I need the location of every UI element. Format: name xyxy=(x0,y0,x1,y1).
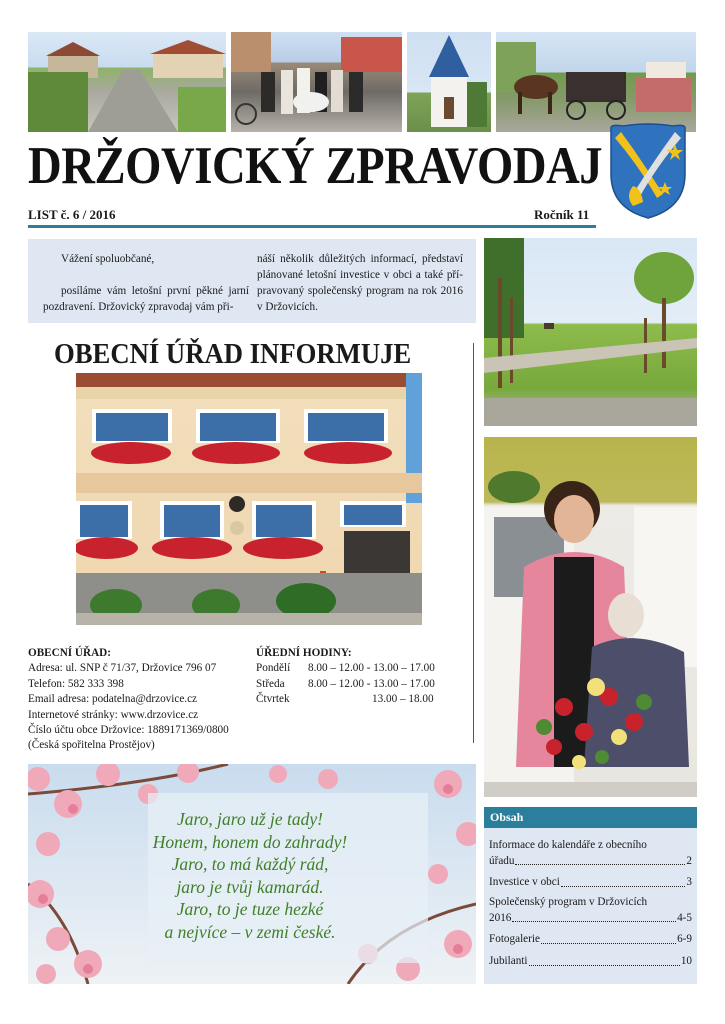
contents-item-label: Jubilanti xyxy=(489,955,528,967)
hours-time: 8.00 – 12.00 - 13.00 – 17.00 xyxy=(308,662,435,675)
contents-item-label: Fotogalerie xyxy=(489,933,540,945)
village-street-photo xyxy=(28,32,226,132)
hours-title: ÚŘEDNÍ HODINY: xyxy=(256,647,352,659)
contents-item-label: Společenský program v Držovicích xyxy=(489,896,648,908)
office-address: Adresa: ul. SNP č 71/37, Držovice 796 07 xyxy=(28,662,217,675)
coat-of-arms-logo xyxy=(603,122,693,220)
poem-line: Jaro, to je tuze hezké xyxy=(176,899,324,920)
contents-item-label: Investice v obci xyxy=(489,876,560,888)
park-photo xyxy=(484,238,697,426)
poem-line: Jaro, to má každý rád, xyxy=(171,854,329,875)
hours-day: Středa xyxy=(256,677,285,690)
chapel-photo xyxy=(407,32,491,132)
hours-time: 13.00 – 18.00 xyxy=(372,693,434,706)
office-phone: Telefon: 582 333 398 xyxy=(28,677,124,690)
contents-item-page: 6-9 xyxy=(677,933,692,945)
contents-item[interactable] xyxy=(489,954,692,970)
spring-poem xyxy=(90,808,410,944)
issue-number: LIST č. 6 / 2016 xyxy=(28,207,116,222)
contents-item[interactable] xyxy=(489,895,692,926)
contents-title: Obsah xyxy=(490,810,524,824)
poem-line: Honem, honem do zahrady! xyxy=(152,831,348,852)
contents-item-page: 10 xyxy=(680,955,692,967)
hours-row xyxy=(256,677,435,692)
contents-item-page: 4-5 xyxy=(677,911,692,924)
office-account: Číslo účtu obce Držovice: 1889171369/0800 xyxy=(28,724,229,737)
hours-row xyxy=(256,692,435,707)
office-contacts xyxy=(28,646,229,754)
contents-item-page: 2 xyxy=(686,854,692,867)
intro-column-right xyxy=(257,251,463,315)
contents-item[interactable] xyxy=(489,838,692,869)
horse-carriage-photo xyxy=(496,32,696,132)
intro-column-left xyxy=(43,251,249,315)
newsletter-title: DRŽOVICKÝ ZPRAVODAJ xyxy=(28,137,603,195)
table-of-contents xyxy=(484,807,697,984)
column-divider xyxy=(473,343,474,743)
contents-item[interactable] xyxy=(489,875,692,891)
folk-procession-photo xyxy=(231,32,402,132)
volume-number: Ročník 11 xyxy=(534,207,590,222)
intro-paragraph-1: posíláme vám letošní první pěkné jarní pozdravení. Držovický zpravodaj vám při- xyxy=(43,285,249,313)
header-divider xyxy=(28,225,596,228)
contents-header xyxy=(484,807,697,828)
office-website: Internetové stránky: www.drzovice.cz xyxy=(28,708,199,721)
poem-line: a nejvíce – v zemi české. xyxy=(164,921,336,942)
hours-day: Pondělí xyxy=(256,662,291,675)
intro-box xyxy=(28,239,476,323)
poem-line: jaro je tvůj kamarád. xyxy=(176,876,324,897)
section-heading: OBECNÍ ÚŘAD INFORMUJE xyxy=(54,338,412,370)
intro-paragraph-2: náší několik důležitých informací, představí plánované letošní investice v obci a také pří-pravovaný společenský program na rok 2016 v Držovicích. xyxy=(257,253,463,313)
poem-line: Jaro, jaro už je tady! xyxy=(177,809,323,829)
office-title: OBECNÍ ÚŘAD: xyxy=(28,647,111,659)
hours-day: Čtvrtek xyxy=(256,693,290,706)
office-email: Email adresa: podatelna@drzovice.cz xyxy=(28,693,198,706)
hours-row xyxy=(256,661,435,676)
town-hall-photo xyxy=(76,373,422,625)
office-hours xyxy=(256,646,435,708)
contents-item-page: 3 xyxy=(686,876,692,888)
office-bank: (Česká spořitelna Prostějov) xyxy=(28,739,155,752)
hours-time: 8.00 – 12.00 - 13.00 – 17.00 xyxy=(308,677,435,690)
jubilee-celebration-photo xyxy=(484,437,697,797)
contents-item[interactable] xyxy=(489,932,692,948)
greeting: Vážení spoluobčané, xyxy=(61,253,155,265)
contents-item-label-cont: 2016 xyxy=(489,911,512,924)
contents-item-label: Informace do kalendáře z obecního xyxy=(489,839,647,851)
contents-item-label-cont: úřadu xyxy=(489,854,515,867)
